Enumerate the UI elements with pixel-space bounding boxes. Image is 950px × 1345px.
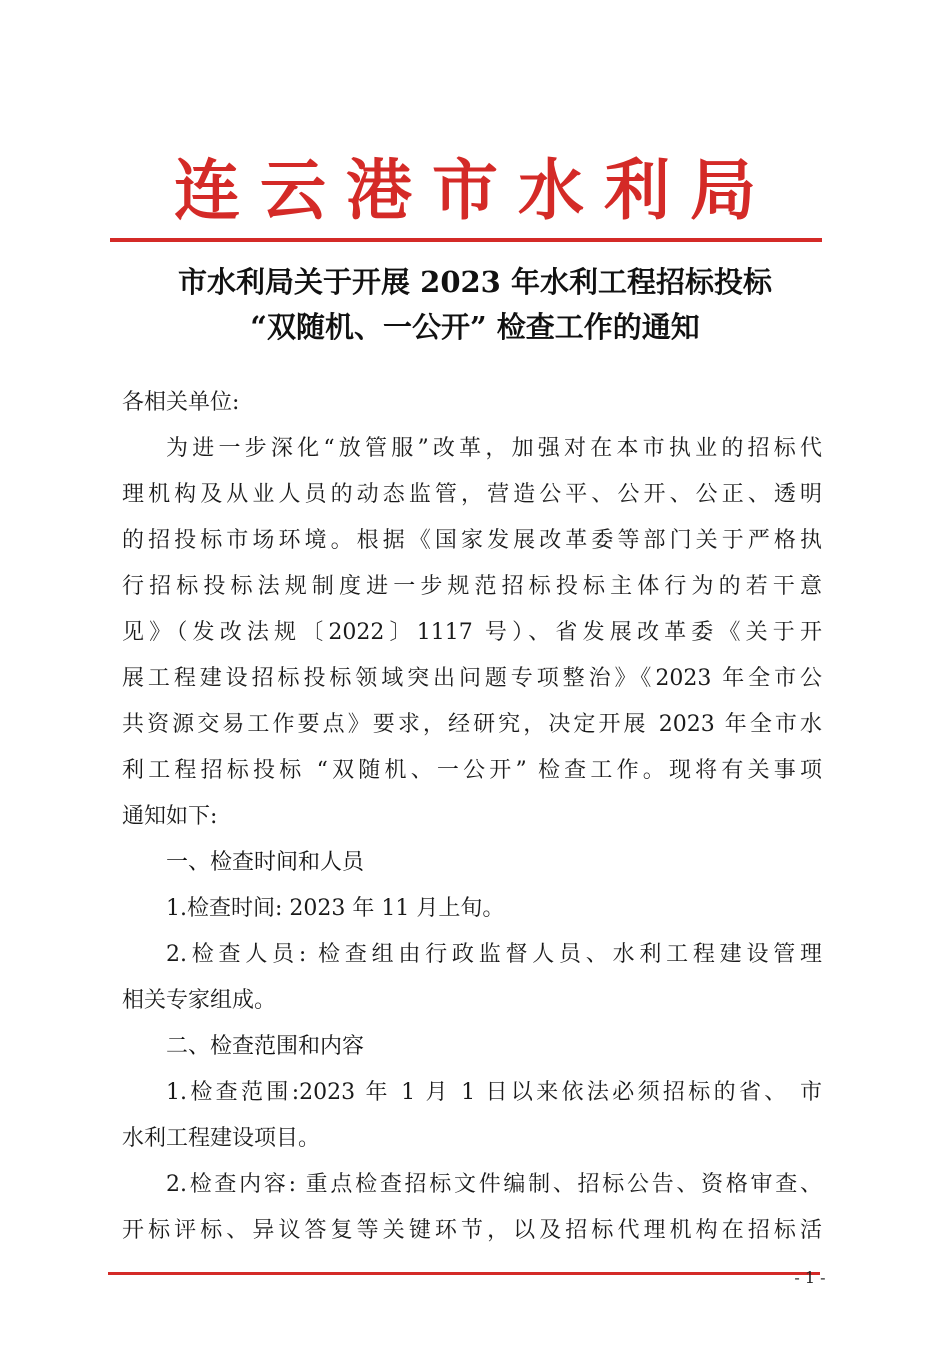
intro-line: 为进一步深化“放管服”改革，加强对在本市执业的招标代 — [166, 436, 822, 461]
section2-item-1-line: 水利工程建设项目。 — [122, 1126, 321, 1151]
intro-line: 的招投标市场环境。根据《国家发展改革委等部门关于严格执 — [122, 528, 822, 553]
footer-divider — [108, 1272, 820, 1275]
section2-item-2-line: 2.检查内容: 重点检查招标文件编制、招标公告、资格审查、 — [166, 1172, 822, 1197]
intro-line: 理机构及从业人员的动态监管，营造公平、公开、公正、透明 — [122, 482, 822, 507]
page-number: - 1 - — [794, 1268, 826, 1287]
section1-item-1: 1.检查时间: 2023 年 11 月上旬。 — [166, 896, 505, 921]
agency-masthead: 连云港市水利局 — [174, 151, 776, 229]
intro-line: 展工程建设招标投标领域突出问题专项整治》《2023 年全市公 — [122, 666, 822, 691]
section1-item-2-line: 2.检查人员: 检查组由行政监督人员、水利工程建设管理 — [166, 942, 822, 967]
document-title-line-2: “双随机、一公开” 检查工作的通知 — [250, 310, 700, 344]
intro-line: 共资源交易工作要点》要求，经研究，决定开展 2023 年全市水 — [122, 712, 822, 737]
section-heading-1: 一、检查时间和人员 — [166, 850, 365, 875]
section1-item-2-line: 相关专家组成。 — [122, 988, 277, 1013]
section-heading-2: 二、检查范围和内容 — [166, 1034, 365, 1059]
salutation: 各相关单位: — [122, 390, 240, 415]
intro-line: 行招标投标法规制度进一步规范招标投标主体行为的若干意 — [122, 574, 822, 599]
section2-item-1-line: 1.检查范围:2023 年 1 月 1 日以来依法必须招标的省、 市 — [166, 1080, 822, 1105]
intro-line: 见》（发改法规〔2022〕1117 号）、省发展改革委《关于开 — [122, 620, 822, 645]
intro-line: 利工程招标投标 “双随机、一公开” 检查工作。现将有关事项 — [122, 758, 822, 783]
intro-line: 通知如下: — [122, 804, 218, 829]
document-title-line-1: 市水利局关于开展 2023 年水利工程招标投标 — [178, 265, 772, 299]
section2-item-2-line: 开标评标、异议答复等关键环节，以及招标代理机构在招标活 — [122, 1218, 822, 1243]
document-body — [122, 380, 822, 1254]
masthead-divider — [110, 238, 822, 242]
